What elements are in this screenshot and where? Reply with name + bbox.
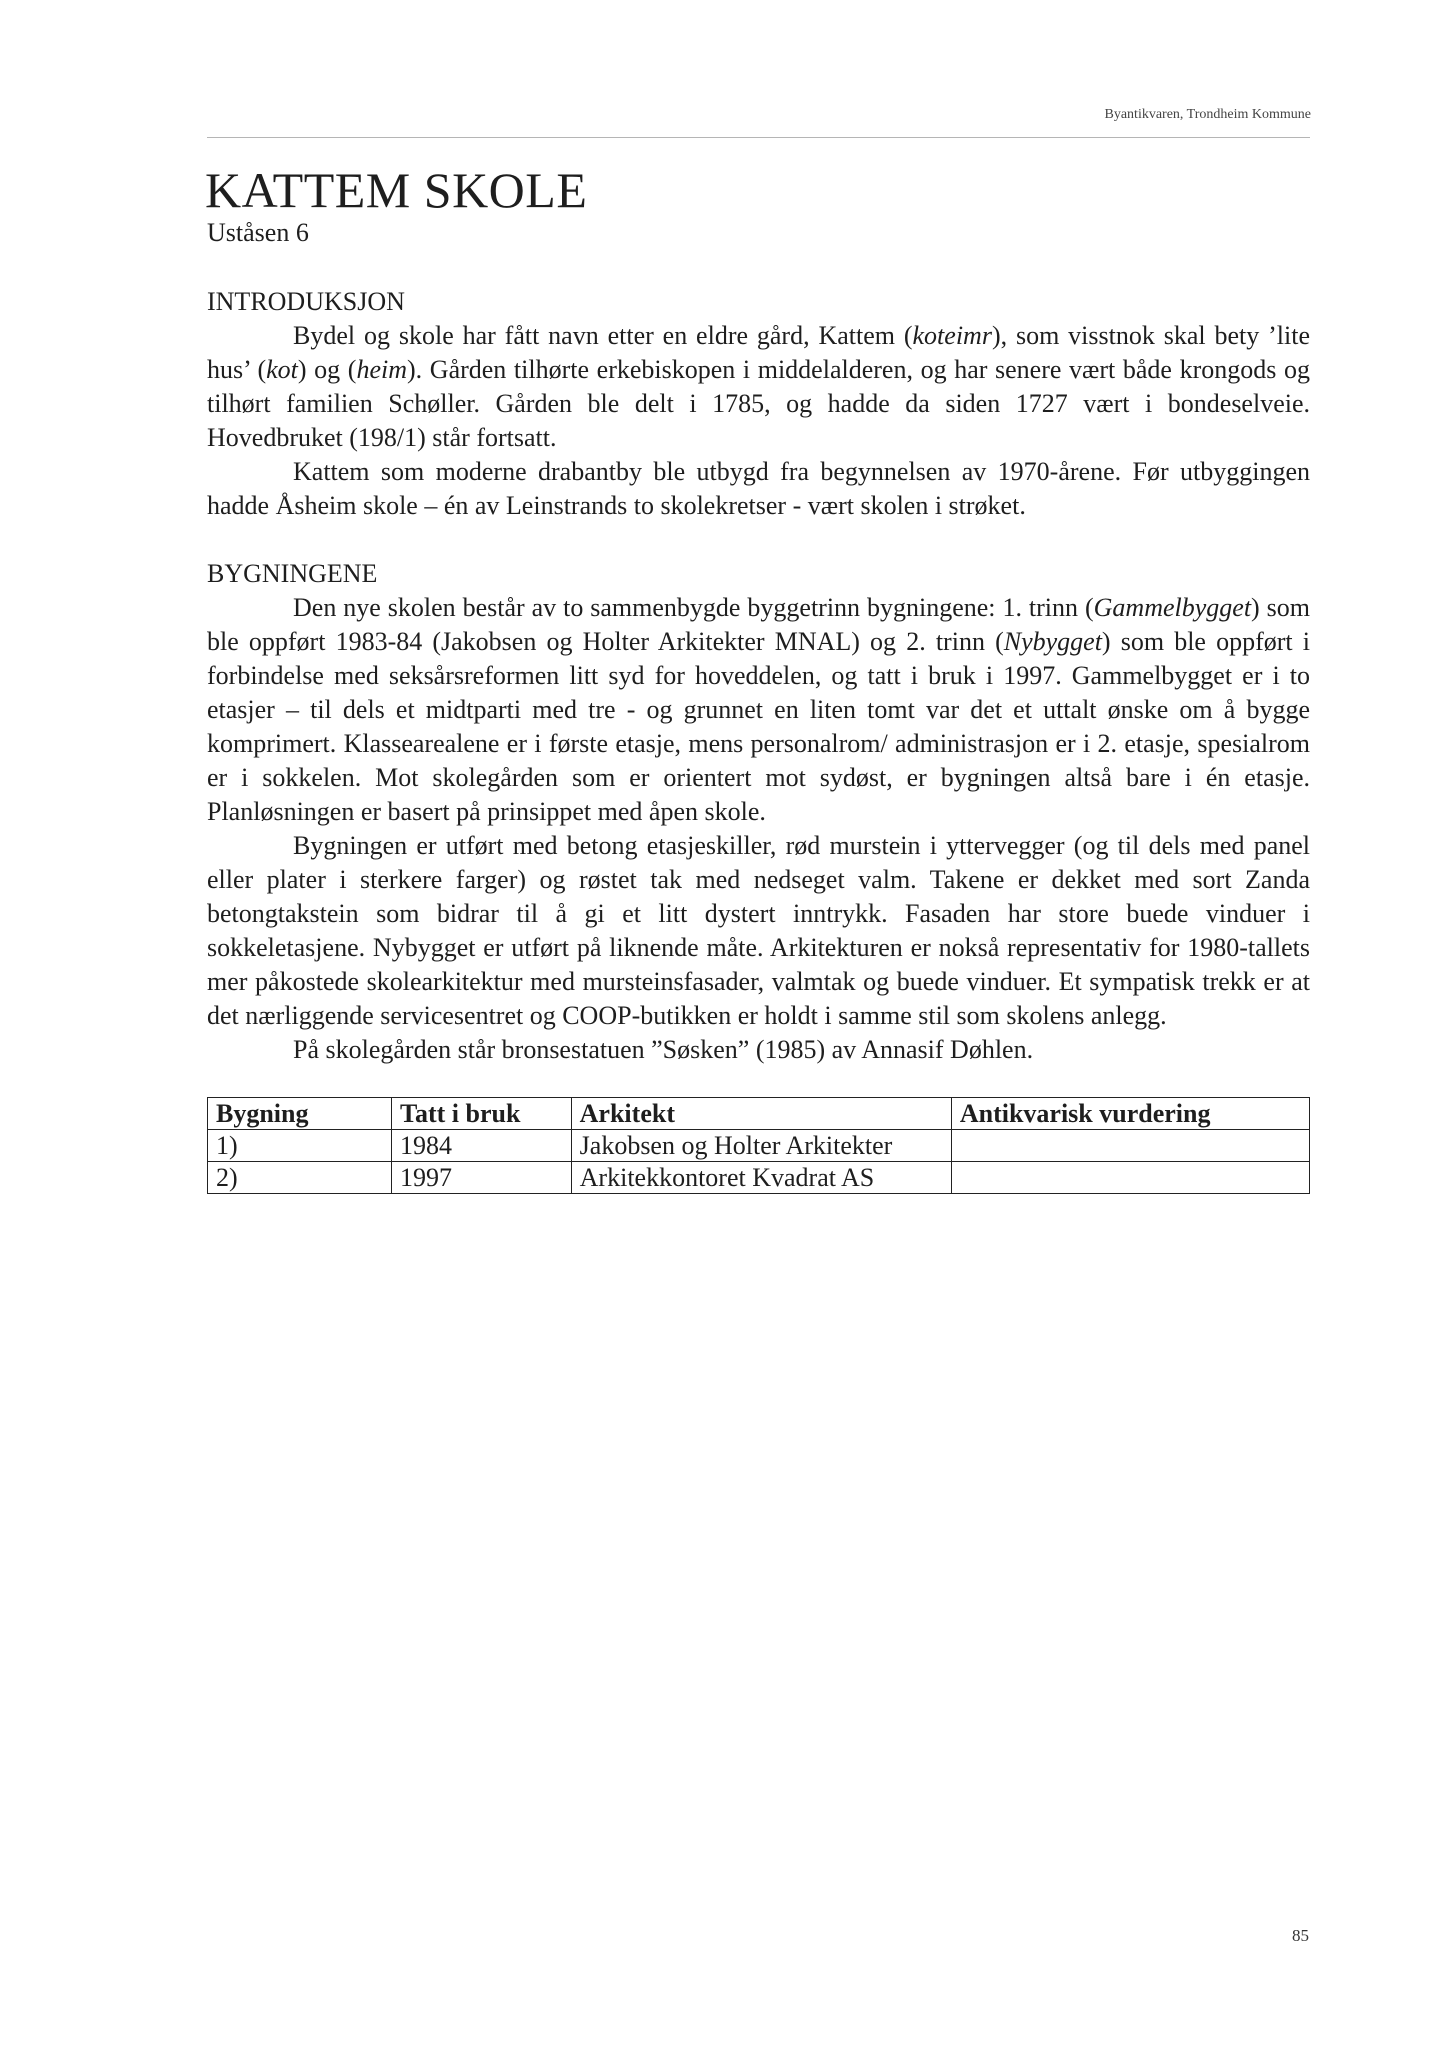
table-cell: 1984 xyxy=(392,1130,572,1162)
section-heading-introduksjon: INTRODUKSJON xyxy=(207,287,405,316)
text-run: ). Gården tilhørte erkebiskopen i middelalderen, og har senere vært både krongods og tilhørt familien Schøller. Gården ble delt i 1785, og hadde da siden 1727 vært i bondeselveie. Hovedbruket (198/1) står fortsatt. xyxy=(207,355,1310,452)
column-header-tatt-i-bruk: Tatt i bruk xyxy=(392,1098,572,1130)
text-run: ), som visstnok skal bety ’lite hus’ ( xyxy=(207,321,1310,384)
italic-term: kot xyxy=(266,355,298,384)
header-divider xyxy=(207,137,1310,138)
section-spacer xyxy=(207,523,1310,557)
body-paragraph xyxy=(207,829,1310,1033)
page-number: 85 xyxy=(1292,1926,1309,1945)
document-body xyxy=(207,285,1310,1194)
table-cell: 1997 xyxy=(392,1162,572,1194)
table-cell: 1) xyxy=(208,1130,392,1162)
italic-term: Nybygget xyxy=(1003,627,1102,656)
body-paragraph xyxy=(207,455,1310,523)
text-run: Bygningen er utført med betong etasjeskiller, rød murstein i yttervegger (og til dels med panel eller plater i sterkere farger) og røstet tak med nedseget valm. Takene er dekket med sort Zanda betongtakstein som bidrar til å gi et litt dystert inntrykk. Fasaden har store buede vinduer i sokkeletasjene. Nybygget er utført på liknende måte. Arkitekturen er nokså representativ for 1980-tallets mer påkostede skolearkitektur med mursteinsfasader, valmtak og buede vinduer. Et sympatisk trekk er at det nærliggende servicesentret og COOP-butikken er holdt i samme stil som skolens anlegg. xyxy=(207,831,1310,1030)
table-cell: Jakobsen og Holter Arkitekter xyxy=(571,1130,951,1162)
page-title: KATTEM SKOLE xyxy=(205,162,588,218)
table-cell: Arkitekkontoret Kvadrat AS xyxy=(571,1162,951,1194)
column-header-arkitekt: Arkitekt xyxy=(571,1098,951,1130)
italic-term: heim xyxy=(356,355,408,384)
table-header-row xyxy=(208,1098,1310,1130)
text-run: ) som ble oppført 1983-84 (Jakobsen og Holter Arkitekter MNAL) og 2. trinn ( xyxy=(207,593,1310,656)
table-row xyxy=(208,1162,1310,1194)
text-run: Bydel og skole har fått navn etter en eldre gård, Kattem ( xyxy=(293,321,913,350)
body-paragraph xyxy=(207,591,1310,829)
table-row xyxy=(208,1130,1310,1162)
italic-term: Gammelbygget xyxy=(1093,593,1252,622)
page-subtitle: Uståsen 6 xyxy=(207,218,309,247)
italic-term: koteimr xyxy=(912,321,992,350)
section-heading-bygningene: BYGNINGENE xyxy=(207,559,378,588)
table-cell xyxy=(951,1162,1309,1194)
table-cell: 2) xyxy=(208,1162,392,1194)
text-run: Kattem som moderne drabantby ble utbygd fra begynnelsen av 1970-årene. Før utbyggingen hadde Åsheim skole – én av Leinstrands to skolekretser - vært skolen i strøket. xyxy=(207,457,1310,520)
text-run: Den nye skolen består av to sammenbygde byggetrinn bygningene: 1. trinn ( xyxy=(293,593,1094,622)
table-cell xyxy=(951,1130,1309,1162)
text-run: På skolegården står bronsestatuen ”Søsken” (1985) av Annasif Døhlen. xyxy=(293,1035,1034,1064)
running-header: Byantikvaren, Trondheim Kommune xyxy=(1104,107,1311,122)
buildings-table xyxy=(207,1097,1310,1194)
body-paragraph xyxy=(207,319,1310,455)
text-run: ) og ( xyxy=(297,355,357,384)
body-paragraph xyxy=(207,1033,1310,1067)
text-run: ) som ble oppført i forbindelse med seksårsreformen litt syd for hoveddelen, og tatt i bruk i 1997. Gammelbygget er i to etasjer – til dels et midtparti med tre - og grunnet en liten tomt var det et uttalt ønske om å bygge komprimert. Klassearealene er i første etasje, mens personalrom/ administrasjon er i 2. etasje, spesialrom er i sokkelen. Mot skolegården som er orientert mot sydøst, er bygningen altså bare i én etasje. Planløsningen er basert på prinsippet med åpen skole. xyxy=(207,627,1310,826)
column-header-bygning: Bygning xyxy=(208,1098,392,1130)
column-header-antikvarisk-vurdering: Antikvarisk vurdering xyxy=(951,1098,1309,1130)
